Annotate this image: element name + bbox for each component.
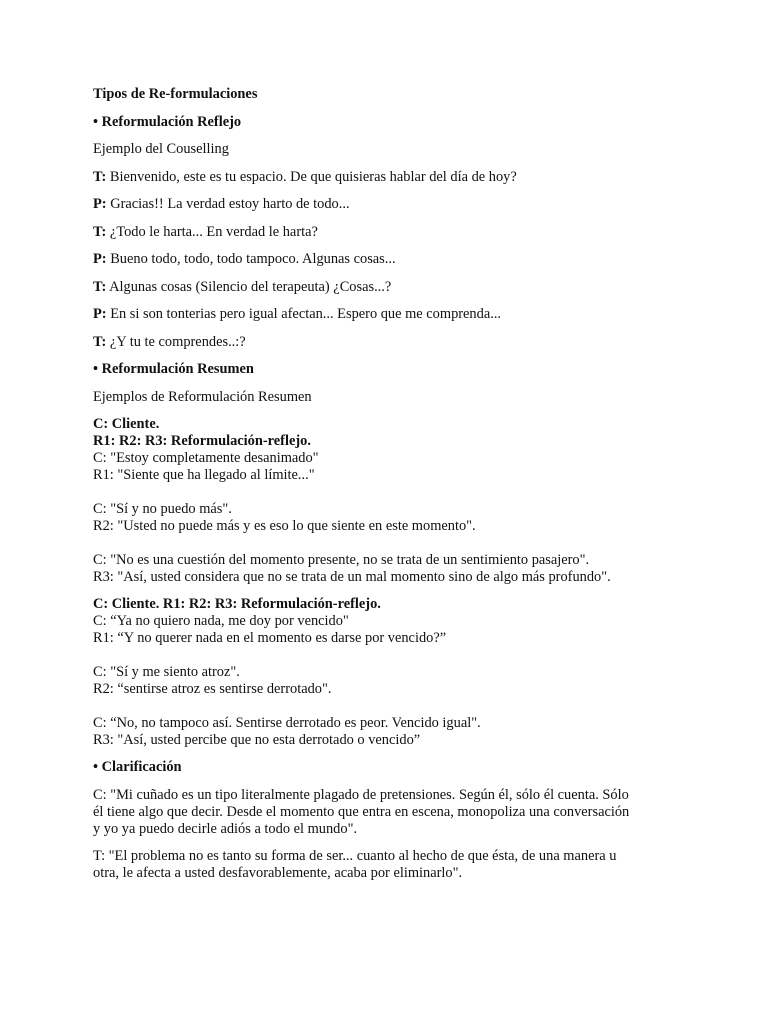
speaker-label: T: <box>93 333 107 350</box>
blank-line <box>93 647 683 664</box>
blank-line <box>93 698 683 715</box>
example-block-2 <box>93 596 683 749</box>
speaker-label: T: <box>93 168 107 185</box>
dialogue-text: Bueno todo, todo, todo tampoco. Algunas cosas... <box>106 251 396 267</box>
example-line: R1: “Y no querer nada en el momento es darse por vencido?” <box>93 630 447 646</box>
dialogue-line <box>93 169 683 186</box>
heading-clarificacion: • Clarificación <box>93 759 182 775</box>
example-line: R2: "Usted no puede más y es eso lo que siente en este momento". <box>93 518 476 534</box>
example-line: C: "Sí y me siento atroz". <box>93 664 240 680</box>
dialogue-line <box>93 306 683 323</box>
heading-reformulacion-resumen: • Reformulación Resumen <box>93 361 254 377</box>
example-line: C: "Sí y no puedo más". <box>93 501 232 517</box>
dialogue-line <box>93 196 683 213</box>
legend-cliente-reformulacion: C: Cliente. R1: R2: R3: Reformulación-reflejo. <box>93 596 381 612</box>
dialogue-line <box>93 224 683 241</box>
paragraph-line: T: "El problema no es tanto su forma de ser... cuanto al hecho de que ésta, de una manera u <box>93 848 617 864</box>
subtitle-ejemplo-couselling: Ejemplo del Couselling <box>93 141 229 157</box>
example-line: R3: "Así, usted considera que no se trata de un mal momento sino de algo más profundo". <box>93 569 611 585</box>
speaker-label: P: <box>93 251 107 267</box>
example-block-1 <box>93 416 683 586</box>
clarificacion-paragraph-therapist <box>93 848 683 882</box>
blank-line <box>93 484 683 501</box>
clarificacion-paragraph-client <box>93 787 683 838</box>
document-page <box>93 86 683 893</box>
example-line: R3: "Así, usted percibe que no esta derrotado o vencido” <box>93 732 421 748</box>
subtitle-ejemplos-resumen: Ejemplos de Reformulación Resumen <box>93 388 312 405</box>
heading-reformulacion-reflejo: • Reformulación Reflejo <box>93 113 242 130</box>
dialogue-text: Gracias!! La verdad estoy harto de todo... <box>106 196 350 212</box>
speaker-label: T: <box>93 278 107 295</box>
dialogue-line <box>93 251 683 268</box>
example-line: R2: “sentirse atroz es sentirse derrotado". <box>93 681 332 697</box>
paragraph-line: y yo ya puedo decirle adiós a todo el mundo". <box>93 820 358 837</box>
example-line: C: "Estoy completamente desanimado" <box>93 450 319 466</box>
speaker-label: T: <box>93 223 107 240</box>
blank-line <box>93 535 683 552</box>
dialogue-line <box>93 279 683 296</box>
example-line: R1: "Siente que ha llegado al límite..." <box>93 467 315 483</box>
dialogue-text: Algunas cosas (Silencio del terapeuta) ¿Cosas...? <box>106 278 392 295</box>
legend-cliente: C: Cliente. <box>93 416 160 432</box>
dialogue-text: En si son tonterias pero igual afectan... Espero que me comprenda... <box>106 306 502 322</box>
example-line: C: “No, no tampoco así. Sentirse derrotado es peor. Vencido igual". <box>93 715 481 731</box>
dialogue-line <box>93 334 683 351</box>
paragraph-line: él tiene algo que decir. Desde el momento que entra en escena, monopoliza una conversación <box>93 803 630 820</box>
speaker-label: P: <box>93 196 107 212</box>
example-line: C: “Ya no quiero nada, me doy por vencido" <box>93 613 349 629</box>
paragraph-line: otra, le afecta a usted desfavorablemente, acaba por eliminarlo". <box>93 865 463 881</box>
document-title: Tipos de Re-formulaciones <box>93 86 258 102</box>
dialogue-text: ¿Y tu te comprendes..:? <box>106 333 246 350</box>
dialogue-text: Bienvenido, este es tu espacio. De que quisieras hablar del día de hoy? <box>106 168 517 185</box>
legend-reformulacion: R1: R2: R3: Reformulación-reflejo. <box>93 433 311 449</box>
speaker-label: P: <box>93 306 107 322</box>
paragraph-line: C: "Mi cuñado es un tipo literalmente plagado de pretensiones. Según él, sólo él cuenta. Sólo <box>93 786 629 803</box>
dialogue-text: ¿Todo le harta... En verdad le harta? <box>106 223 318 240</box>
example-line: C: "No es una cuestión del momento presente, no se trata de un sentimiento pasajero". <box>93 552 590 568</box>
